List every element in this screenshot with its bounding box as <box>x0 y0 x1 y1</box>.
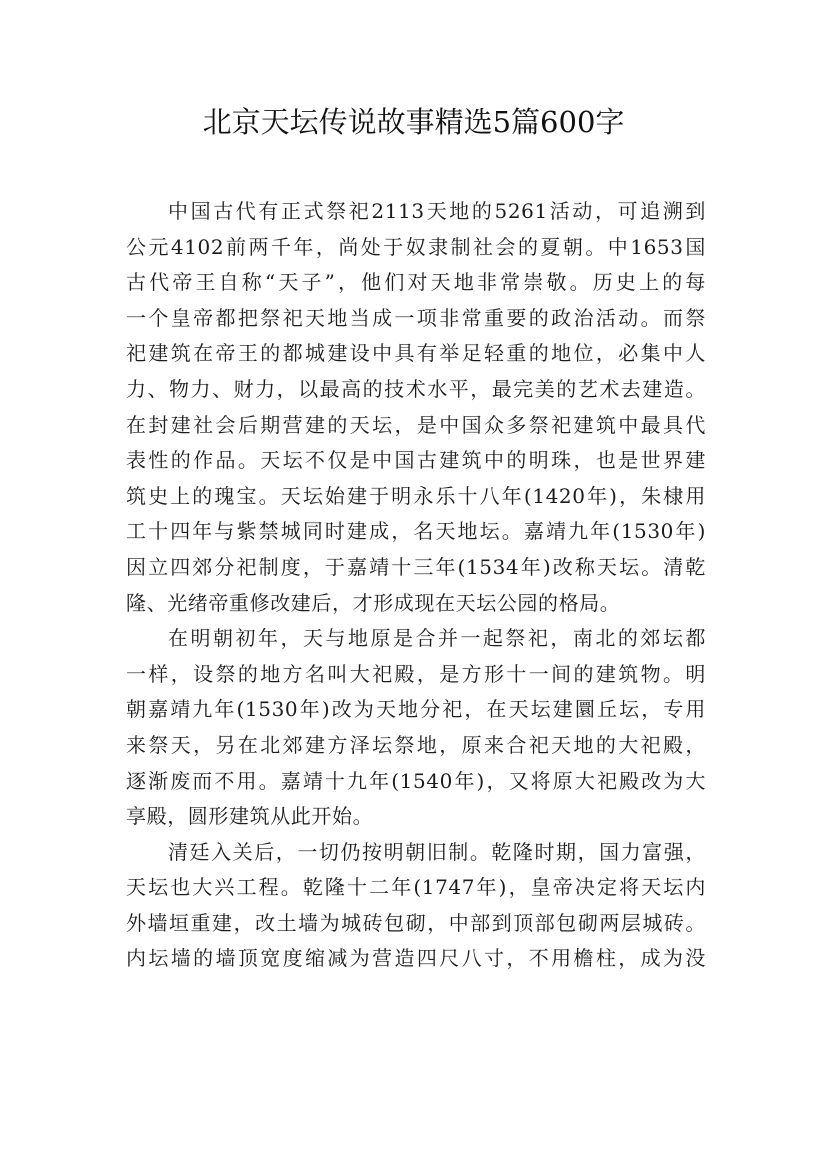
paragraph-line: 公元4102前两千年，尚处于奴隶制社会的夏朝。中1653国 <box>126 234 706 259</box>
paragraph-line: 因立四郊分祀制度，于嘉靖十三年(1534年)改称天坛。清乾 <box>126 554 706 579</box>
paragraph-line: 力、物力、财力，以最高的技术水平，最完美的艺术去建造。 <box>126 376 706 401</box>
paragraph-2 <box>126 621 706 835</box>
paragraph-line: 表性的作品。天坛不仅是中国古建筑中的明珠，也是世界建 <box>126 448 706 473</box>
paragraph-line: 祀建筑在帝王的都城建设中具有举足轻重的地位，必集中人 <box>126 341 706 366</box>
paragraph-line: 天坛也大兴工程。乾隆十二年(1747年)，皇帝决定将天坛内 <box>126 875 706 900</box>
paragraph-1 <box>126 194 706 621</box>
paragraph-line: 隆、光绪帝重修改建后，才形成现在天坛公园的格局。 <box>126 590 621 615</box>
paragraph-line: 筑史上的瑰宝。天坛始建于明永乐十八年(1420年)，朱棣用 <box>126 483 706 508</box>
paragraph-line: 朝嘉靖九年(1530年)改为天地分祀，在天坛建圜丘坛，专用 <box>126 697 706 722</box>
paragraph-line: 工十四年与紫禁城同时建成，名天地坛。嘉靖九年(1530年) <box>126 519 706 544</box>
paragraph-line: 内坛墙的墙顶宽度缩减为营造四尺八寸，不用檐柱，成为没 <box>126 946 706 971</box>
paragraph-line: 在封建社会后期营建的天坛，是中国众多祭祀建筑中最具代 <box>126 412 706 437</box>
paragraph-line: 来祭天，另在北郊建方泽坛祭地，原来合祀天地的大祀殿， <box>126 732 706 757</box>
paragraph-3 <box>126 835 706 977</box>
paragraph-line: 享殿，圆形建筑从此开始。 <box>126 804 374 829</box>
paragraph-line: 古代帝王自称“天子”，他们对天地非常崇敬。历史上的每 <box>126 270 706 295</box>
paragraph-line: 一样，设祭的地方名叫大祀殿，是方形十一间的建筑物。明 <box>126 661 706 686</box>
paragraph-line: 逐渐废而不用。嘉靖十九年(1540年)，又将原大祀殿改为大 <box>126 768 706 793</box>
paragraph-line: 中国古代有正式祭祀2113天地的5261活动，可追溯到 <box>168 199 706 223</box>
document-body <box>126 194 706 977</box>
paragraph-line: 清廷入关后，一切仍按明朝旧制。乾隆时期，国力富强， <box>168 839 706 864</box>
document-title: 北京天坛传说故事精选5篇600字 <box>202 105 625 139</box>
paragraph-line: 外墙垣重建，改土墙为城砖包砌，中部到顶部包砌两层城砖。 <box>126 910 706 935</box>
paragraph-line: 在明朝初年，天与地原是合并一起祭祀，南北的郊坛都 <box>168 626 706 651</box>
paragraph-line: 一个皇帝都把祭祀天地当成一项非常重要的政治活动。而祭 <box>126 305 706 330</box>
